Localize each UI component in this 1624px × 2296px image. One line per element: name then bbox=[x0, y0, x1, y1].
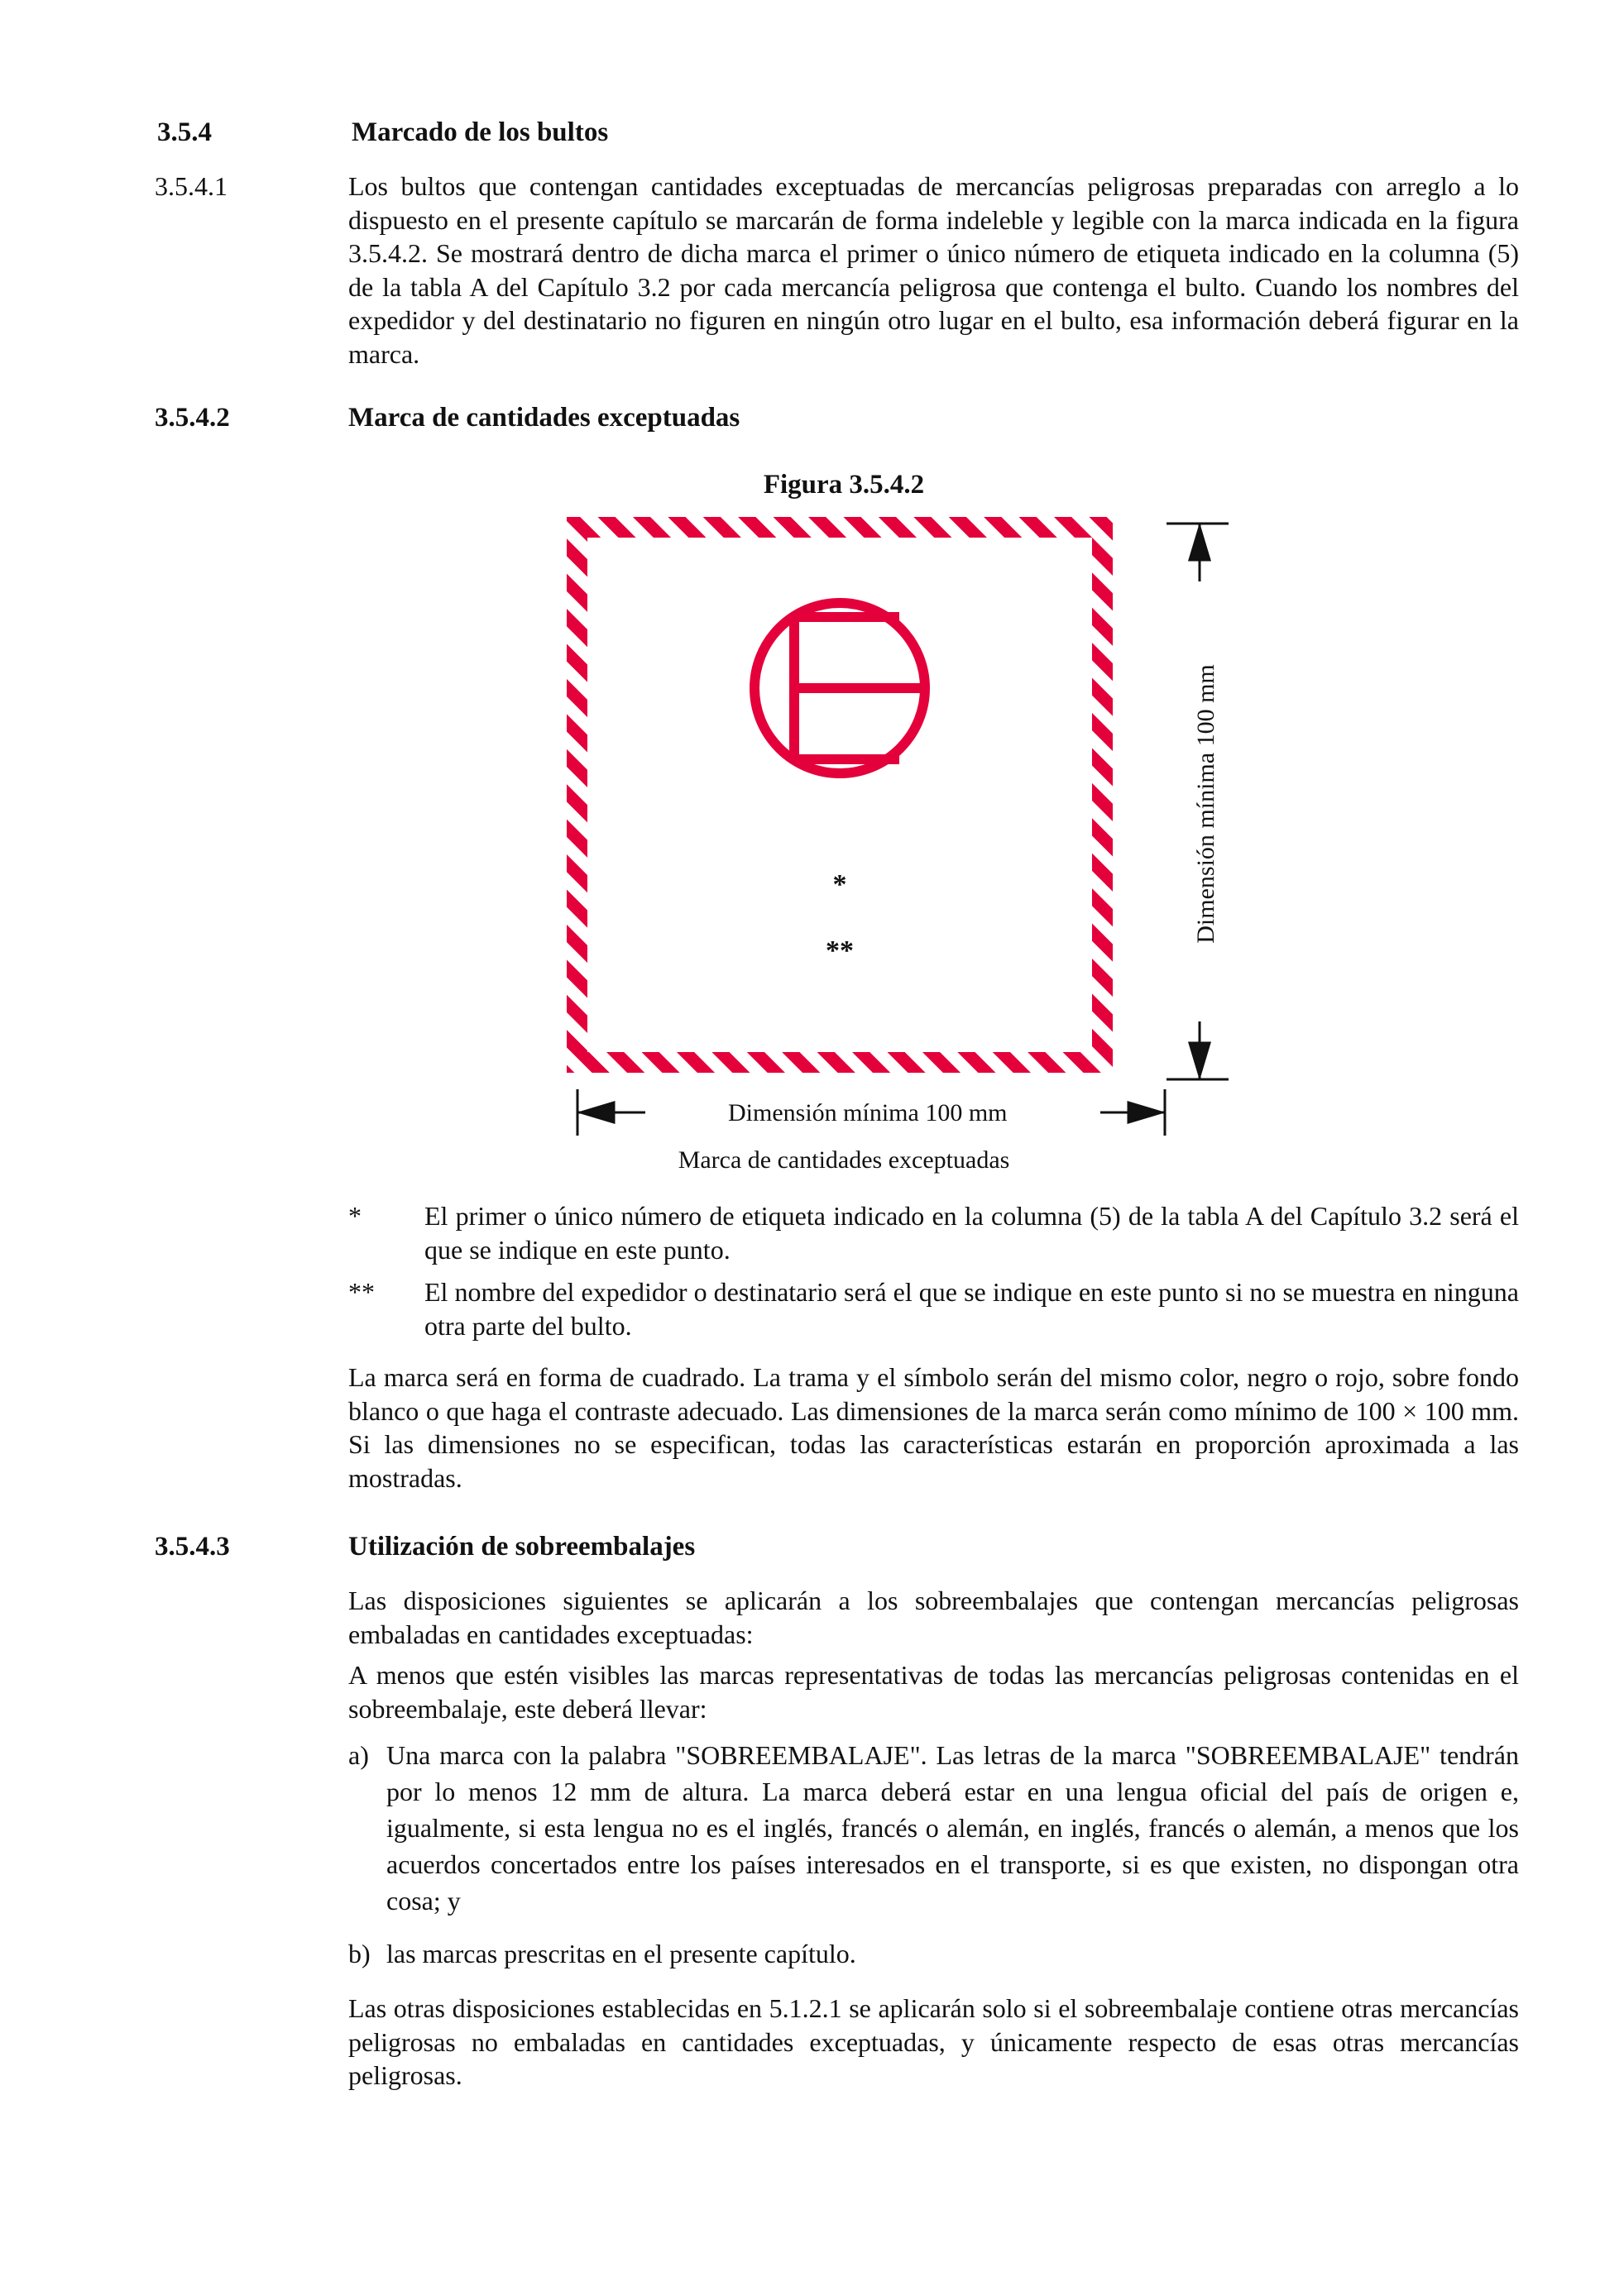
section-title-3-5-4-3: Utilización de sobreembalajes bbox=[348, 1532, 696, 1562]
note-mark: * bbox=[348, 1201, 362, 1231]
note-text: El nombre del expedidor o destinatario será el que se indique en este punto si no se muestra en ninguna otra parte del bulto. bbox=[424, 1277, 1519, 1341]
placeholder-label-number: * bbox=[832, 869, 847, 900]
figure-caption: Marca de cantidades exceptuadas bbox=[678, 1146, 1010, 1174]
list-item-marker: b) bbox=[348, 1939, 371, 1968]
figure-title: Figura 3.5.4.2 bbox=[763, 470, 925, 500]
hatched-border bbox=[554, 509, 1183, 1088]
note-mark: ** bbox=[348, 1277, 375, 1307]
section-number-3-5-4: 3.5.4 bbox=[157, 117, 212, 147]
section-title-3-5-4: Marcado de los bultos bbox=[352, 117, 609, 147]
overpack-paragraph-3: Las otras disposiciones establecidas en 5.1.2.1 se aplicarán solo si el sobreembalaje contiene otras mercancías peligrosas no embaladas en cantidades exceptuadas, y únicamente respecto de esas otras mercancías peligrosas. bbox=[348, 1993, 1519, 2090]
section-3-5-4-1-text: Los bultos que contengan cantidades exceptuadas de mercancías peligrosas preparadas con arreglo a lo dispuesto en el presente capítulo se marcarán de forma indeleble y legible con la marca indicada en la figura 3.5.4.2. Se mostrará dentro de dicha marca el primer o único número de etiqueta indicado en la columna (5) de la tabla A del Capítulo 3.2 por cada mercancía peligrosa que contenga el bulto. Cuando los nombres del expedidor y del destinatario no figuren en ningún otro lugar en el bulto, esa información deberá figurar en la marca. bbox=[348, 171, 1519, 369]
overpack-paragraph-1: Las disposiciones siguientes se aplicarán a los sobreembalajes que contengan mercancías peligrosas embaladas en cantidades exceptuadas: bbox=[348, 1586, 1519, 1649]
list-item-text: Una marca con la palabra "SOBREEMBALAJE". Las letras de la marca "SOBREEMBALAJE" tendrán por lo menos 12 mm de altura. La marca deberá estar en una lengua oficial del país de origen e, igualmente, si esta lengua no es el inglés, francés o alemán, en inglés, francés o alemán, a menos que los acuerdos concertados entre los países interesados en el transporte, si es que existen, no dispongan otra cosa; y bbox=[386, 1740, 1519, 1916]
overpack-paragraph-2: A menos que estén visibles las marcas representativas de todas las mercancías peligrosas contenidas en el sobreembalaje, este deberá llevar: bbox=[348, 1660, 1519, 1724]
section-title-3-5-4-2: Marca de cantidades exceptuadas bbox=[348, 403, 740, 433]
horizontal-dimension-label: Dimensión mínima 100 mm bbox=[728, 1099, 1008, 1126]
note-text: El primer o único número de etiqueta indicado en la columna (5) de la tabla A del Capítulo 3.2 será el que se indique en este punto. bbox=[424, 1201, 1519, 1265]
excepted-quantities-mark-figure bbox=[554, 509, 1183, 1088]
placeholder-consignor-consignee: ** bbox=[826, 935, 854, 966]
section-number-3-5-4-3: 3.5.4.3 bbox=[155, 1532, 230, 1562]
figure-description-paragraph: La marca será en forma de cuadrado. La trama y el símbolo serán del mismo color, negro o rojo, sobre fondo blanco o que haga el contraste adecuado. Las dimensiones de la marca serán como mínimo de 100 × 100 mm. Si las dimensiones no se especifican, todas las características estarán en proporción aproximada a las mostradas. bbox=[348, 1362, 1519, 1493]
list-item-marker: a) bbox=[348, 1740, 369, 1770]
vertical-dimension-label: Dimensión mínima 100 mm bbox=[1192, 664, 1219, 944]
list-item-text: las marcas prescritas en el presente capítulo. bbox=[386, 1939, 856, 1968]
section-number-3-5-4-2: 3.5.4.2 bbox=[155, 403, 230, 433]
section-number-3-5-4-1: 3.5.4.1 bbox=[155, 171, 228, 201]
